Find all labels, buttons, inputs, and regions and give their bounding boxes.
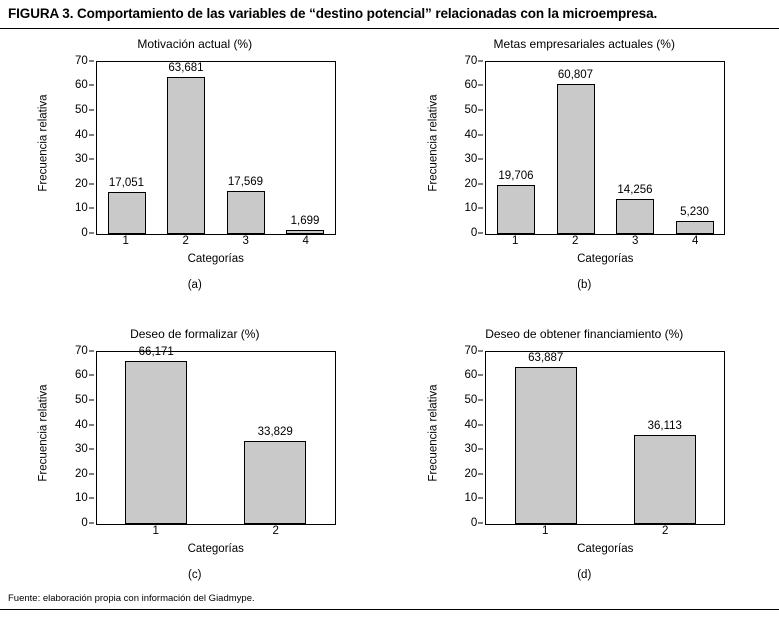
bars-b <box>486 62 724 234</box>
y-tick-mark <box>89 110 94 111</box>
y-tick-mark <box>478 85 483 86</box>
plot-area-b <box>427 53 739 265</box>
x-tick-label: 1 <box>512 234 519 247</box>
y-tick-label: 0 <box>81 516 88 529</box>
bar-value-label: 14,256 <box>617 183 653 196</box>
y-tick-mark <box>478 473 483 474</box>
plot-area-a <box>37 53 350 265</box>
y-axis-ticks-b <box>429 54 483 239</box>
y-tick-mark <box>89 400 94 401</box>
bars-a <box>97 62 335 234</box>
chart-title-d: Deseo de obtener financiamiento (%) <box>485 326 684 341</box>
x-tick-label: 2 <box>182 234 189 247</box>
y-axis-ticks-d <box>429 344 483 529</box>
bar-value-label: 17,569 <box>227 175 264 188</box>
x-axis-label-c: Categorías <box>187 542 244 555</box>
x-axis-ticks-c <box>96 525 336 543</box>
y-axis-ticks-a <box>40 54 94 239</box>
x-tick-label: 1 <box>542 524 549 537</box>
y-tick-label: 0 <box>470 226 478 239</box>
y-tick-mark <box>89 375 94 376</box>
y-tick-mark <box>89 449 94 450</box>
figure-source: Fuente: elaboración propia con información del Giadmype. <box>8 593 255 604</box>
y-tick-mark <box>478 498 483 499</box>
y-tick-label: 20 <box>74 177 88 190</box>
y-tick-mark <box>89 134 94 135</box>
bar <box>676 221 714 234</box>
bar-value-label: 63,681 <box>168 62 204 75</box>
y-tick-mark <box>478 350 483 351</box>
x-tick-label: 2 <box>572 234 579 247</box>
x-axis-label-b: Categorías <box>577 252 634 265</box>
bar <box>227 191 265 234</box>
x-axis-label-a: Categorías <box>187 252 244 265</box>
y-tick-mark <box>89 350 94 351</box>
y-tick-label: 60 <box>464 369 478 382</box>
y-axis-label-b: Frecuencia relativa <box>427 94 440 192</box>
y-tick-mark <box>478 400 483 401</box>
y-tick-label: 10 <box>464 202 478 215</box>
y-tick-label: 60 <box>74 369 88 382</box>
y-tick-label: 10 <box>74 202 88 215</box>
y-axis-label-d: Frecuencia relativa <box>427 384 440 482</box>
bar <box>634 435 696 524</box>
figure-title: FIGURA 3. Comportamiento de las variables de “destino potencial” relacionadas con la microempresa. <box>8 6 658 21</box>
chart-title-a: Motivación actual (%) <box>137 36 253 51</box>
y-axis-ticks-c <box>40 344 94 529</box>
bar-value-label: 1,699 <box>290 214 320 227</box>
chart-panel-c <box>0 319 390 609</box>
y-tick-mark <box>89 85 94 86</box>
y-tick-label: 30 <box>464 153 478 166</box>
y-tick-mark <box>478 449 483 450</box>
y-tick-label: 30 <box>74 153 88 166</box>
bar-column <box>244 352 306 524</box>
y-tick-label: 40 <box>464 418 478 431</box>
bar-column <box>108 62 146 234</box>
y-tick-mark <box>89 498 94 499</box>
bar <box>108 192 146 234</box>
bar <box>286 230 324 234</box>
y-tick-mark <box>478 424 483 425</box>
axes-d <box>485 351 725 525</box>
y-tick-mark <box>478 183 483 184</box>
bar-column <box>634 352 696 524</box>
bar-value-label: 63,887 <box>528 351 564 364</box>
y-tick-label: 0 <box>470 516 478 529</box>
x-tick-label: 1 <box>122 234 129 247</box>
y-tick-label: 40 <box>464 128 478 141</box>
y-tick-mark <box>89 159 94 160</box>
x-tick-label: 2 <box>272 524 279 537</box>
y-tick-label: 20 <box>74 467 88 480</box>
y-tick-mark <box>89 424 94 425</box>
y-axis-label-c: Frecuencia relativa <box>37 384 50 482</box>
x-tick-label: 3 <box>632 234 639 247</box>
bar-column <box>616 62 654 234</box>
bar <box>616 199 654 234</box>
chart-title-b: Metas empresariales actuales (%) <box>493 36 675 51</box>
y-tick-label: 40 <box>74 128 88 141</box>
y-tick-mark <box>478 60 483 61</box>
y-tick-mark <box>89 60 94 61</box>
y-tick-mark <box>478 159 483 160</box>
y-tick-mark <box>89 183 94 184</box>
bar-value-label: 60,807 <box>557 69 594 82</box>
y-tick-mark <box>89 208 94 209</box>
x-tick-label: 4 <box>692 234 699 247</box>
bar-value-label: 5,230 <box>680 206 709 219</box>
y-tick-label: 70 <box>74 344 88 357</box>
y-tick-label: 70 <box>464 344 478 357</box>
y-tick-label: 50 <box>74 394 88 407</box>
bar-column <box>227 62 265 234</box>
bar <box>244 441 306 524</box>
y-tick-mark <box>89 473 94 474</box>
y-tick-mark <box>478 110 483 111</box>
x-axis-ticks-d <box>485 525 725 543</box>
x-tick-label: 3 <box>242 234 249 247</box>
y-tick-label: 20 <box>464 467 478 480</box>
y-tick-label: 60 <box>74 79 88 92</box>
bar-column <box>125 346 187 524</box>
bars-d <box>486 352 724 524</box>
bar-column <box>286 62 324 234</box>
bar-column <box>497 62 535 234</box>
y-tick-label: 70 <box>464 54 478 67</box>
bar-column <box>515 352 577 524</box>
bar <box>125 361 187 524</box>
chart-panel-b <box>390 29 779 319</box>
y-tick-label: 50 <box>74 104 88 117</box>
y-tick-label: 20 <box>464 177 478 190</box>
y-tick-label: 10 <box>464 492 478 505</box>
y-tick-label: 50 <box>464 394 478 407</box>
panel-caption-c: (c) <box>188 568 202 581</box>
panel-caption-a: (a) <box>187 278 202 291</box>
chart-title-c: Deseo de formalizar (%) <box>130 326 260 341</box>
footer-divider <box>0 609 779 610</box>
axes-b <box>485 61 725 235</box>
bar-value-label: 33,829 <box>257 425 293 438</box>
chart-panel-d <box>390 319 779 609</box>
y-tick-label: 30 <box>74 443 88 456</box>
axes-a <box>96 61 336 235</box>
y-tick-label: 40 <box>74 418 88 431</box>
bar <box>167 77 205 233</box>
y-tick-label: 0 <box>81 226 88 239</box>
y-tick-label: 30 <box>464 443 478 456</box>
y-tick-label: 50 <box>464 104 478 117</box>
y-axis-label-a: Frecuencia relativa <box>37 94 50 192</box>
chart-panel-a <box>0 29 390 319</box>
x-axis-ticks-a <box>96 235 336 253</box>
bar-column <box>557 62 595 234</box>
x-tick-label: 2 <box>662 524 669 537</box>
bar-value-label: 36,113 <box>647 420 682 433</box>
y-tick-mark <box>478 375 483 376</box>
axes-c <box>96 346 336 525</box>
y-tick-label: 60 <box>464 79 478 92</box>
x-axis-ticks-b <box>485 235 725 253</box>
figure-panel-grid <box>0 29 779 609</box>
bar-value-label: 66,171 <box>138 346 174 359</box>
y-tick-mark <box>478 208 483 209</box>
y-tick-mark <box>478 522 483 523</box>
y-tick-mark <box>478 232 483 233</box>
y-tick-mark <box>478 134 483 135</box>
bar <box>497 185 535 233</box>
plot-area-c <box>37 343 350 555</box>
panel-caption-d: (d) <box>577 568 592 581</box>
y-tick-mark <box>89 232 94 233</box>
bar-value-label: 17,051 <box>108 176 145 189</box>
bars-c <box>97 346 335 524</box>
plot-area-d <box>427 343 739 555</box>
bar <box>515 367 577 524</box>
x-tick-label: 4 <box>302 234 309 247</box>
bar-value-label: 19,706 <box>498 170 534 183</box>
bar <box>557 84 595 233</box>
bar-column <box>167 62 205 234</box>
bar-column <box>676 62 714 234</box>
x-axis-label-d: Categorías <box>577 542 634 555</box>
y-tick-mark <box>89 522 94 523</box>
panel-caption-b: (b) <box>577 278 592 291</box>
y-tick-label: 70 <box>74 54 88 67</box>
y-tick-label: 10 <box>74 492 88 505</box>
x-tick-label: 1 <box>152 524 159 537</box>
